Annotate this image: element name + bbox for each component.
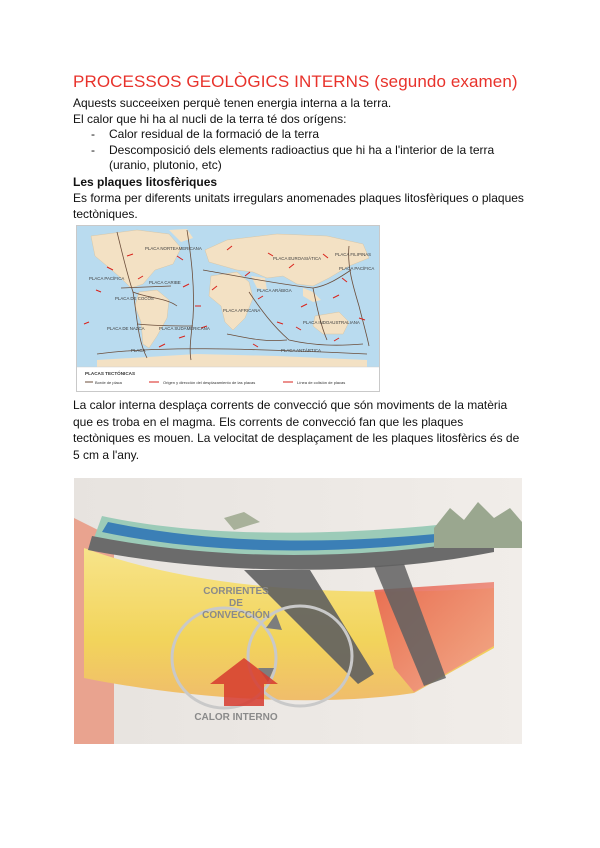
paragraph-line-4: 5 cm a l'any. (73, 447, 140, 462)
map-label-indoaustraliana: PLACA INDOAUSTRALIANA (303, 320, 360, 325)
section-heading: Les plaques litosfèriques (73, 175, 218, 189)
figure-label-currents-1: CORRIENTES (203, 586, 269, 597)
bullet-item-2: Descomposició dels elements radioactius que hi ha a l'interior de la terra (109, 143, 495, 157)
convection-paragraph (73, 397, 527, 463)
map-label-africana: PLACA AFRICANA (223, 308, 261, 313)
map-label-arabiga: PLACA ARÁBIGA (257, 288, 292, 293)
map-label-caribe: PLACA CARIBE (149, 280, 181, 285)
map-label-pacifica-w: PLACA PACÍFICA (89, 276, 125, 281)
map-label-eurasiatica: PLACA EUROASIÁTICA (273, 256, 322, 261)
convection-illustration (74, 478, 522, 744)
map-legend-title: PLACAS TECTÓNICAS (85, 371, 136, 376)
paragraph-line-2: que es troba en el magma. Els corrents de convecció fan que les plaques (73, 414, 464, 429)
intro-line-2: El calor que hi ha al nucli de la terra té dos orígens: (73, 112, 347, 126)
bullet-dash: - (91, 143, 95, 157)
map-label-antartica-e: PLACA ANTÁRTICA (281, 348, 321, 353)
bullet-item-2-cont: (uranio, plutonio, etc) (109, 158, 222, 172)
map-label-cocos: PLACA DE COCOS (115, 296, 154, 301)
figure-label-currents-3: CONVECCIÓN (202, 610, 270, 621)
paragraph-line-3: tectòniques es mouen. La velocitat de desplaçament de les plaques litosfèrics és de (73, 431, 520, 446)
map-label-sudamericana: PLACA SUDAMERICANA (159, 326, 210, 331)
page-title: PROCESSOS GEOLÒGICS INTERNS (segundo examen) (73, 72, 518, 91)
figure-label-currents-2: DE (229, 598, 243, 609)
figure-label-heat: CALOR INTERNO (194, 712, 278, 723)
tectonic-plates-map (76, 225, 380, 392)
map-label-pacifica-e: PLACA PACÍFICA (339, 266, 375, 271)
map-legend-item-3: Línea de colisión de placas (297, 380, 346, 385)
intro-line-1: Aquests succeeixen perquè tenen energia interna a la terra. (73, 96, 392, 110)
map-label-nazca: PLACA DE NAZCA (107, 326, 145, 331)
bullet-item-1: Calor residual de la formació de la terra (109, 127, 320, 141)
world-map-graphic (77, 226, 379, 391)
convection-figure (74, 478, 522, 744)
map-label-filipinas: PLACA FILIPINAS (335, 252, 372, 257)
map-legend-item-2: Origen y dirección del desplazamiento de las placas (163, 380, 256, 385)
map-legend-item-1: Borde de placa (95, 380, 122, 385)
section-text-1: Es forma per diferents unitats irregulars anomenades plaques litosfèriques o plaques (73, 191, 524, 205)
bullet-dash: - (91, 127, 95, 141)
map-label-norteamericana: PLACA NORTEAMERICANA (145, 246, 202, 251)
paragraph-line-1: La calor interna desplaça corrents de convecció que són moviments de la matèria (73, 398, 508, 412)
map-label-antartica-w: PLACA (131, 348, 146, 353)
section-text-2: tectòniques. (73, 207, 138, 221)
